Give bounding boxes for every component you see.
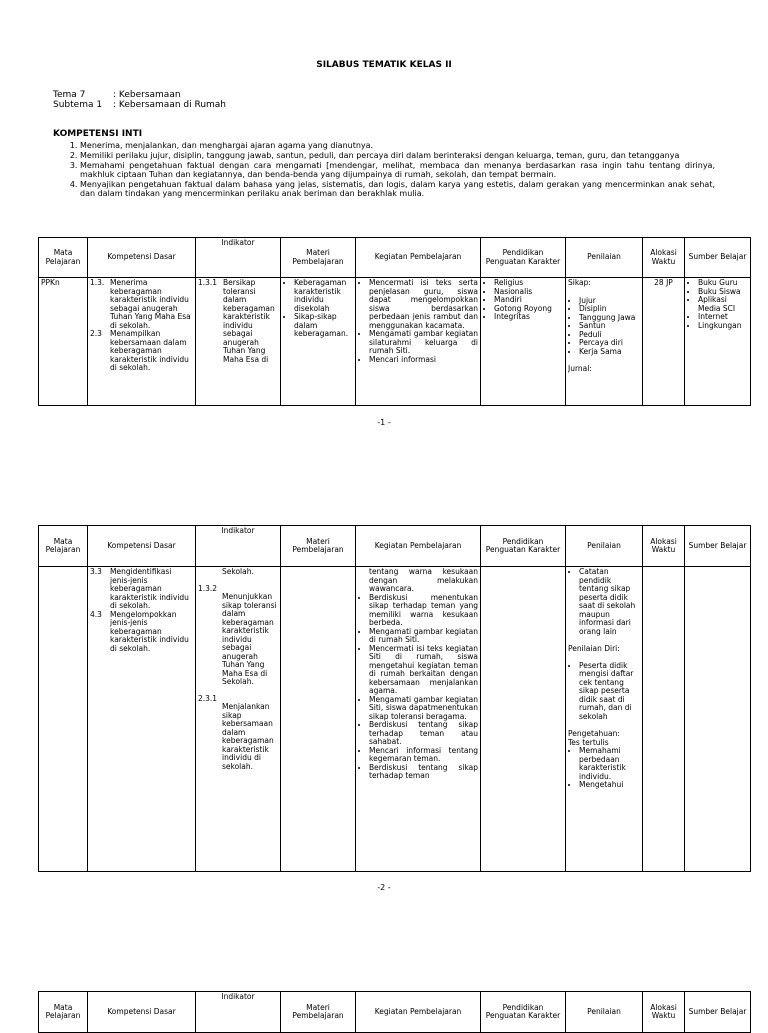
cell-sumber xyxy=(685,278,751,406)
cell-ppk xyxy=(481,278,566,406)
list-item: • Berdiskusi menentukan sikap terhadap teman yang memiliki warna kesukaan berbeda. xyxy=(369,594,478,628)
syllabus-table-page1 xyxy=(38,237,751,406)
list-item: • Disiplin xyxy=(579,305,640,314)
list-item: • Religius xyxy=(494,279,563,288)
meta-key: Subtema 1 xyxy=(53,100,103,110)
document-title: SILABUS TEMATIK KELAS II xyxy=(316,60,452,70)
syllabus-table-page2 xyxy=(38,525,751,872)
list-item: • Aplikasi Media SCI xyxy=(698,296,748,313)
header-materi: Materi Pembelajaran xyxy=(281,526,356,567)
indikator-num: 2.3.1 xyxy=(198,693,218,703)
header-alokasi: Alokasi Waktu xyxy=(643,526,685,567)
list-item: • Mencari informasi xyxy=(369,356,478,365)
list-item: • Mengamati gambar kegiatan Siti, siswa dapatmenentukan sikap toleransi beragama. xyxy=(369,696,478,722)
cell-alokasi xyxy=(643,567,685,872)
header-alokasi: Alokasi Waktu xyxy=(643,992,685,1033)
table-row xyxy=(39,567,751,872)
cell-mapel xyxy=(39,567,88,872)
cell-penilaian xyxy=(566,278,643,406)
header-kegiatan: Kegiatan Pembelajaran xyxy=(356,526,481,567)
list-item: • Buku Guru xyxy=(698,279,748,288)
header-ppk: Pendidikan Penguatan Karakter xyxy=(481,992,566,1033)
header-penilaian: Penilaian xyxy=(566,238,643,278)
cell-kegiatan xyxy=(356,567,481,872)
list-item: • Catatan pendidik tentang sikap peserta didik saat di sekolah maupun informasi dari orang lain xyxy=(579,568,640,636)
indikator-num: 1.3.2 xyxy=(198,583,218,593)
list-item: • Jujur xyxy=(579,297,640,306)
page-number: -1 - xyxy=(377,418,391,427)
ki-item: 1. Menerima, menjalankan, dan menghargai ajaran agama yang dianutnya. xyxy=(80,141,715,150)
kd-item: 4.3 Mengelompokkan jenis-jenis keberagaman karakteristik individu di sekolah. xyxy=(90,609,189,653)
list-item: • Internet xyxy=(698,313,748,322)
list-item: • Kerja Sama xyxy=(579,348,640,357)
header-alokasi: Alokasi Waktu xyxy=(643,238,685,278)
list-item: • Tanggung Jawa xyxy=(579,314,640,323)
header-kegiatan: Kegiatan Pembelajaran xyxy=(356,992,481,1033)
penilaian-label: Pengetahuan: xyxy=(568,729,620,738)
header-indikator: Indikator xyxy=(196,526,281,567)
kd-item: 3.3 Mengidentifikasi jenis-jenis keberagaman karakteristik individu di sekolah. xyxy=(90,568,189,610)
header-sumber: Sumber Belajar xyxy=(685,526,751,567)
penilaian-label: Sikap: xyxy=(568,279,591,287)
header-ppk: Pendidikan Penguatan Karakter xyxy=(481,526,566,567)
indikator-text: Sekolah. xyxy=(222,568,254,576)
ki-heading: KOMPETENSI INTI xyxy=(53,129,143,139)
header-mapel: Mata Pelajaran xyxy=(39,238,88,278)
table-row xyxy=(39,278,751,406)
header-kd: Kompetensi Dasar xyxy=(88,526,196,567)
list-item: • Berdiskusi tentang sikap terhadap teman xyxy=(369,764,478,781)
list-item: • Gotong Royong xyxy=(494,305,563,314)
cell-ppk xyxy=(481,567,566,872)
table-header-row xyxy=(39,238,751,278)
meta-value: : Kebersamaan xyxy=(113,90,181,100)
header-materi: Materi Pembelajaran xyxy=(281,992,356,1033)
header-kd: Kompetensi Dasar xyxy=(88,992,196,1033)
list-item: • Lingkungan xyxy=(698,322,748,331)
header-sumber: Sumber Belajar xyxy=(685,238,751,278)
list-item: • Nasionalis xyxy=(494,288,563,297)
kegiatan-text: tentang warna kesukaan dengan melakukan wawancara. xyxy=(369,568,478,593)
cell-kd xyxy=(88,567,196,872)
jurnal-label: Jurnal: xyxy=(568,364,592,373)
list-item: • Peduli xyxy=(579,331,640,340)
meta-subtema xyxy=(53,100,226,111)
kd-item: 2.3 Menampilkan kebersamaan dalam keberagaman karakteristik individu di sekolah. xyxy=(90,329,189,372)
cell-indikator xyxy=(196,567,281,872)
cell-alokasi: 28 JP xyxy=(643,278,685,406)
header-materi: Materi Pembelajaran xyxy=(281,238,356,278)
cell-penilaian xyxy=(566,567,643,872)
list-item: • Sikap-sikap dalam keberagaman. xyxy=(294,313,353,339)
list-item: • Mengamati gambar kegiatan di rumah Siti. xyxy=(369,628,478,645)
header-kd: Kompetensi Dasar xyxy=(88,238,196,278)
list-item: • Memahami perbedaan karakteristik individu. xyxy=(579,747,640,781)
ki-list xyxy=(53,141,715,199)
indikator-text: Menjalankan sikap kebersamaan dalam keberagaman karakteristik individu di sekolah. xyxy=(222,702,274,771)
ki-item: 2. Memiliki perilaku jujur, disiplin, tanggung jawab, santun, peduli, dan percaya diri dalam berinteraksi dengan keluarga, teman, guru, dan tetangganya xyxy=(80,151,715,160)
penilaian-label: Penilaian Diri: xyxy=(568,644,620,653)
list-item: • Percaya diri xyxy=(579,339,640,348)
table-header-row xyxy=(39,526,751,567)
list-item: • Integritas xyxy=(494,313,563,322)
page-number: -2 - xyxy=(377,883,391,892)
header-indikator: Indikator xyxy=(196,992,281,1033)
header-mapel: Mata Pelajaran xyxy=(39,526,88,567)
list-item: • Mengetahui xyxy=(579,781,640,790)
header-penilaian: Penilaian xyxy=(566,992,643,1033)
list-item: • Mencermati isi teks serta penjelasan guru, siswa dapat mengelompokkan siswa berdasarkan perbedaan jenis rambut dan menggunakan kacamata. xyxy=(369,279,478,330)
indikator-text: Menunjukkan sikap toleransi dalam keberagaman karakteristik individu sebagai anugerah Tuhan Yang Maha Esa di Sekolah. xyxy=(222,592,277,686)
header-indikator: Indikator xyxy=(196,238,281,278)
list-item: • Buku Siswa xyxy=(698,288,748,297)
list-item: • Keberagaman karakteristik individu disekolah xyxy=(294,279,353,313)
list-item: • Mencari informasi tentang kegemaran teman. xyxy=(369,747,478,764)
cell-materi xyxy=(281,278,356,406)
list-item: • Berdiskusi tentang sikap terhadap teman atau sahabat. xyxy=(369,721,478,747)
table-header-row xyxy=(39,992,751,1033)
list-item: • Santun xyxy=(579,322,640,331)
kd-item: 1.3. Menerima keberagaman karakteristik individu sebagai anugerah Tuhan Yang Maha Esa di sekolah. xyxy=(90,279,191,330)
list-item: • Mencermati isi teks kegiatan Siti di rumah, siswa mengetahui kegiatan teman di rumah berkaitan dengan kebersamaan menjalankan agama. xyxy=(369,645,478,696)
header-penilaian: Penilaian xyxy=(566,526,643,567)
meta-value: : Kebersamaan di Rumah xyxy=(113,100,227,110)
cell-indikator: 1.3.1 Bersikap toleransi dalam keberagaman karakteristik individu sebagai anugerah Tuhan Yang Maha Esa di xyxy=(196,278,281,406)
meta-key: Tema 7 xyxy=(53,90,86,100)
list-item: • Mengamati gambar kegiatan silaturahmi keluarga di rumah Siti. xyxy=(369,330,478,356)
cell-materi xyxy=(281,567,356,872)
header-sumber: Sumber Belajar xyxy=(685,992,751,1033)
syllabus-table-page3 xyxy=(38,991,751,1033)
cell-kd xyxy=(88,278,196,406)
cell-kegiatan xyxy=(356,278,481,406)
list-item: • Mandiri xyxy=(494,296,563,305)
ki-item: 4. Menyajikan pengetahuan faktual dalam bahasa yang jelas, sistematis, dan logis, dalam karya yang estetis, dalam gerakan yang mencerminkan anak sehat, dan dalam tindakan yang mencerminkan perilaku anak beriman dan berakhlak mulia. xyxy=(80,180,715,198)
ki-item: 3. Memahami pengetahuan faktual dengan cara mengamati [mendengar, melihat, membaca dan menanya berdasarkan rasa ingin tahu tentang dirinya, makhluk ciptaan Tuhan dan kegiatannya, dan benda-benda yang dijumpainya di rumah, sekolah, dan tempat bermain. xyxy=(80,161,715,179)
cell-mapel: PPKn xyxy=(39,278,88,406)
penilaian-label: Tes tertulis xyxy=(568,737,609,747)
cell-sumber xyxy=(685,567,751,872)
list-item: • Peserta didik mengisi daftar cek tentang sikap peserta didik saat di rumah, dan di sekolah xyxy=(579,662,640,722)
header-kegiatan: Kegiatan Pembelajaran xyxy=(356,238,481,278)
header-ppk: Pendidikan Penguatan Karakter xyxy=(481,238,566,278)
header-mapel: Mata Pelajaran xyxy=(39,992,88,1033)
